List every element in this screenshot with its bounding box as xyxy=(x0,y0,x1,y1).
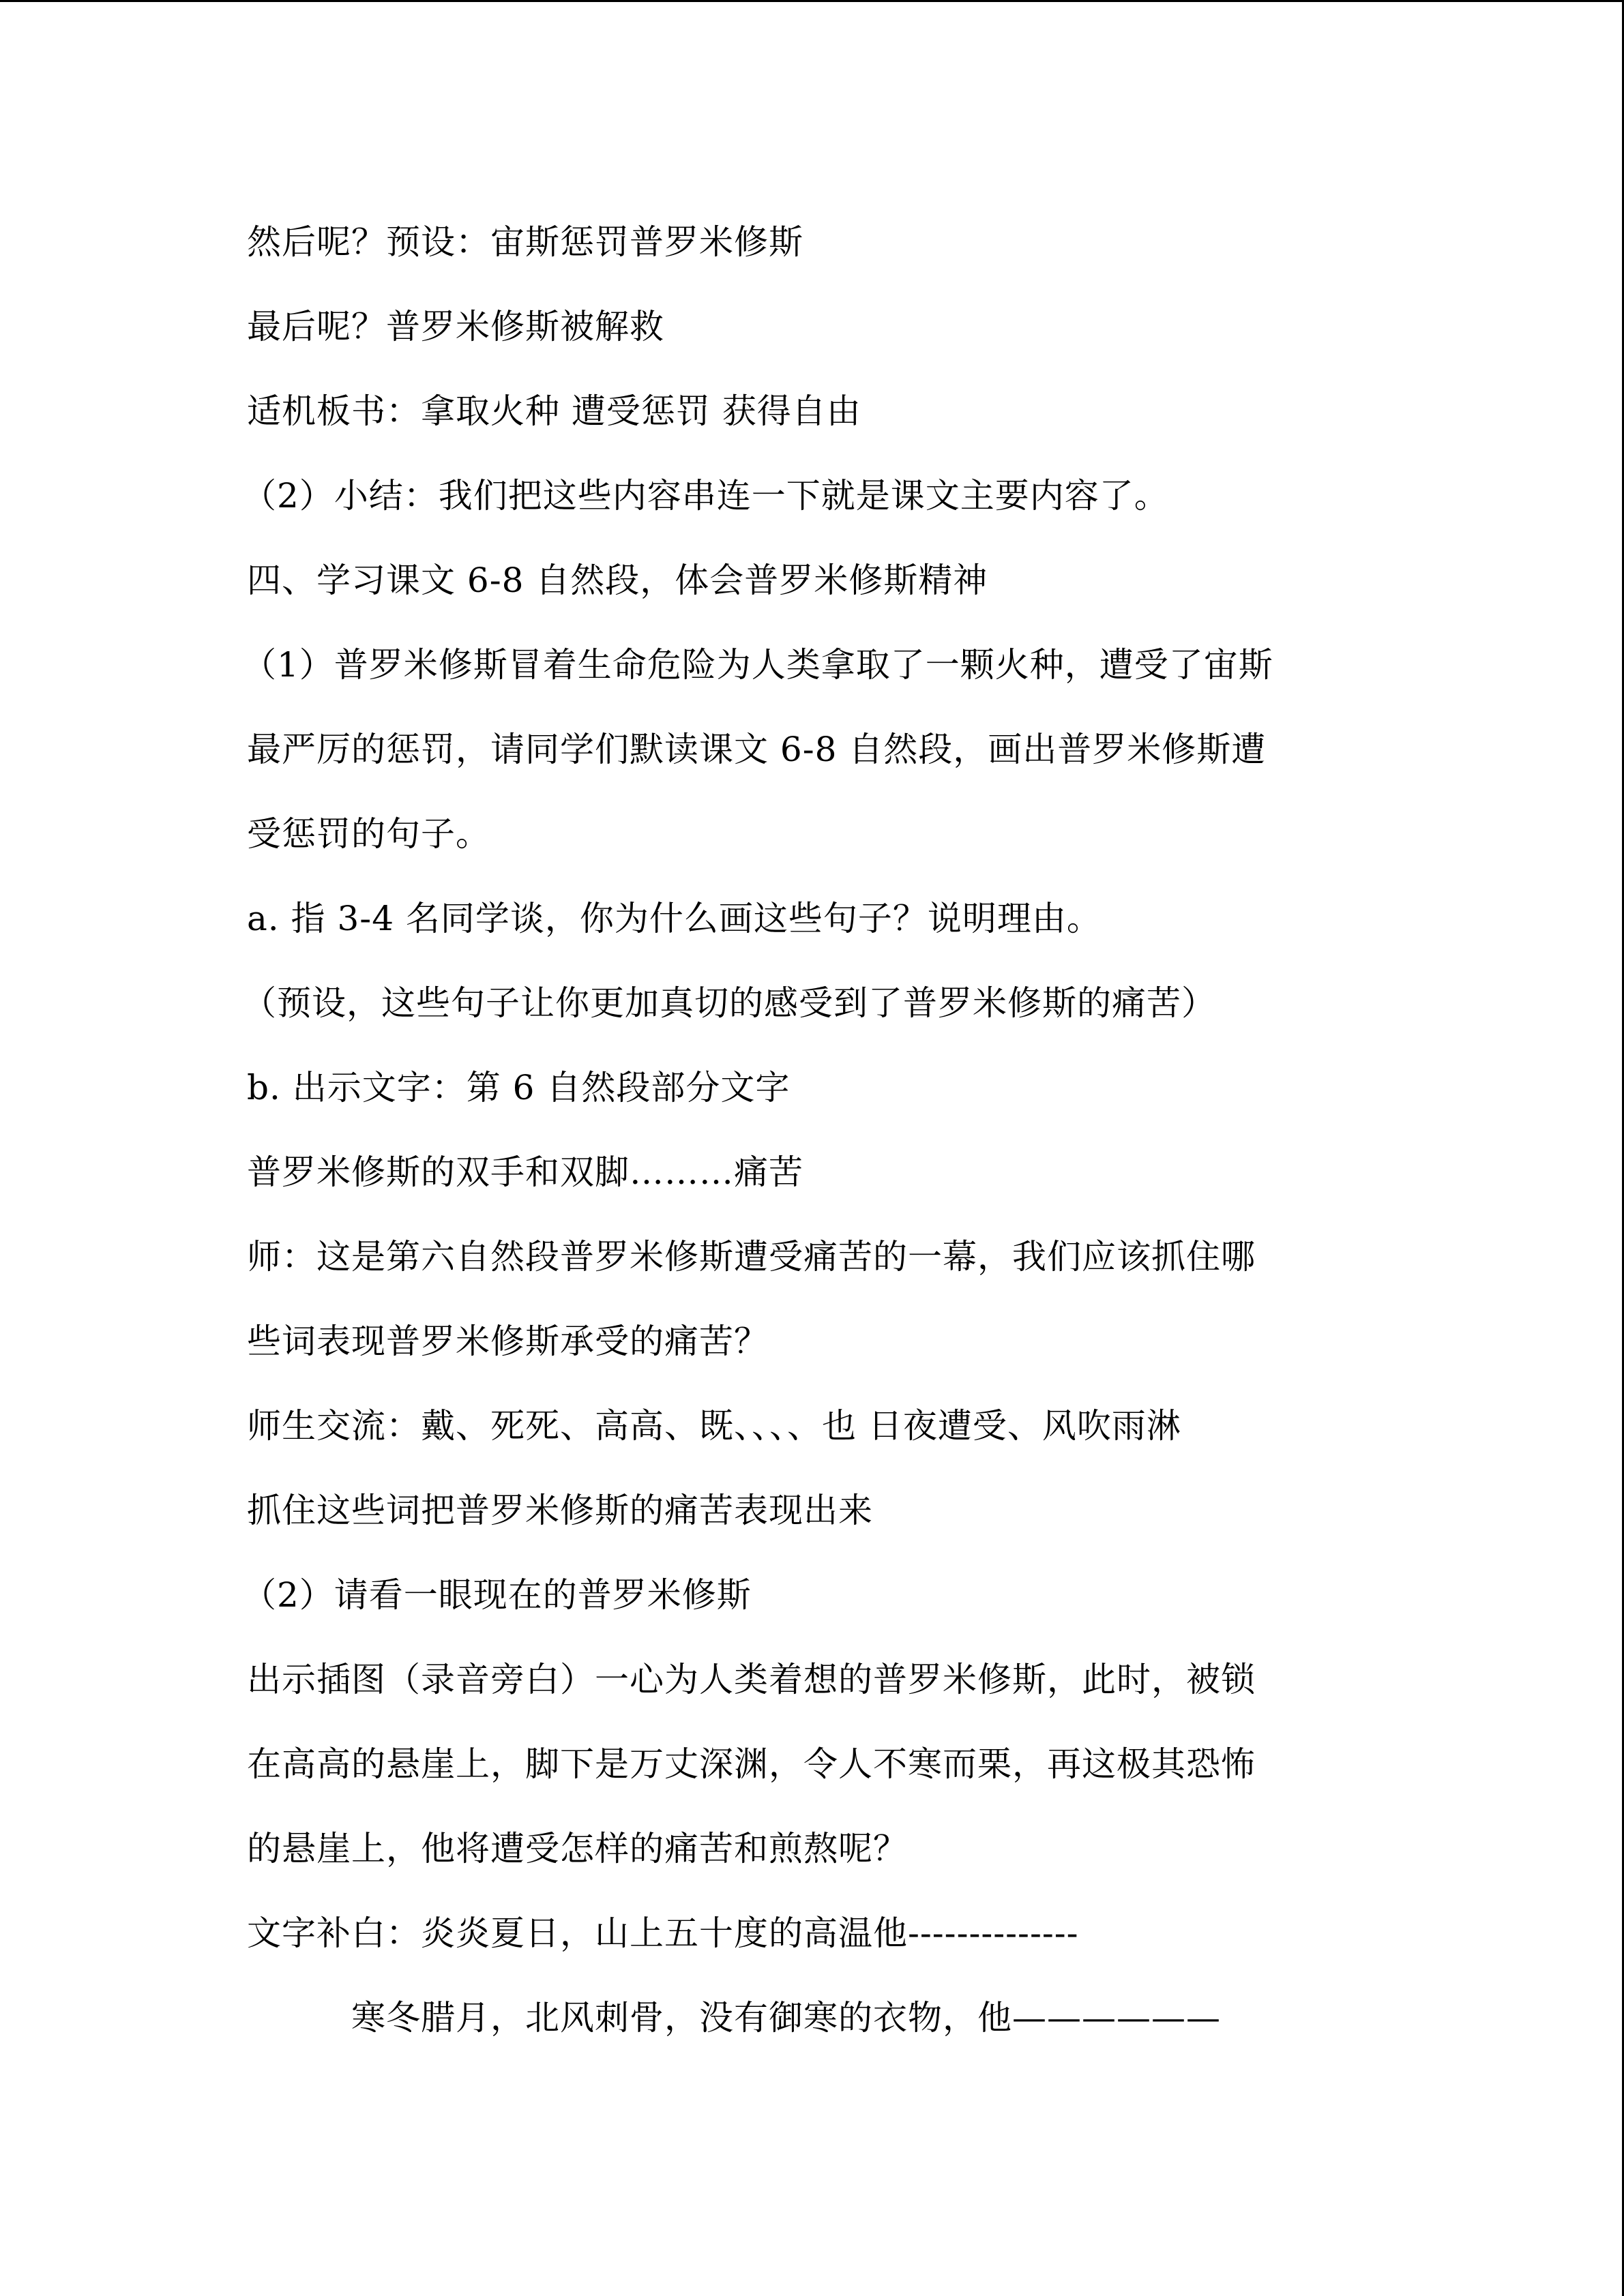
text-line: 最后呢？普罗米修斯被解救 xyxy=(247,307,664,346)
text-line: 师：这是第六自然段普罗米修斯遭受痛苦的一幕，我们应该抓住哪 xyxy=(247,1237,1256,1277)
text-line: 然后呢？预设：宙斯惩罚普罗米修斯 xyxy=(247,222,803,262)
text-line: 些词表现普罗米修斯承受的痛苦？ xyxy=(247,1322,769,1361)
text-line: a. 指 3-4 名同学谈，你为什么画这些句子？说明理由。 xyxy=(247,899,1102,938)
text-line: （2）请看一眼现在的普罗米修斯 xyxy=(242,1575,752,1615)
text-line: 文字补白：炎炎夏日，山上五十度的高温他-------------- xyxy=(247,1913,1079,1953)
text-line: （预设，这些句子让你更加真切的感受到了普罗米修斯的痛苦） xyxy=(242,983,1216,1023)
section-heading: 四、学习课文 6-8 自然段，体会普罗米修斯精神 xyxy=(247,561,988,600)
text-line: 最严厉的惩罚，请同学们默读课文 6-8 自然段，画出普罗米修斯遭 xyxy=(247,730,1267,769)
text-line: 抓住这些词把普罗米修斯的痛苦表现出来 xyxy=(247,1491,873,1530)
text-line: （1）普罗米修斯冒着生命危险为人类拿取了一颗火种，遭受了宙斯 xyxy=(242,645,1273,685)
text-line: 普罗米修斯的双手和双脚………痛苦 xyxy=(247,1152,803,1192)
text-line: 在高高的悬崖上，脚下是万丈深渊，令人不寒而栗，再这极其恐怖 xyxy=(247,1744,1256,1784)
text-line: 出示插图（录音旁白）一心为人类着想的普罗米修斯，此时，被锁 xyxy=(247,1660,1256,1699)
text-line: 适机板书：拿取火种 遭受惩罚 获得自由 xyxy=(247,391,861,431)
text-line: （2）小结：我们把这些内容串连一下就是课文主要内容了。 xyxy=(242,476,1169,516)
text-line: b. 出示文字：第 6 自然段部分文字 xyxy=(247,1068,791,1107)
text-line: 受惩罚的句子。 xyxy=(247,814,490,854)
text-line: 师生交流：戴、死死、高高、既、、、、也 日夜遭受、风吹雨淋 xyxy=(247,1406,1181,1446)
text-line: 的悬崖上，他将遭受怎样的痛苦和煎熬呢？ xyxy=(247,1829,908,1868)
text-line: 寒冬腊月，北风刺骨，没有御寒的衣物，他—————— xyxy=(351,1998,1221,2038)
